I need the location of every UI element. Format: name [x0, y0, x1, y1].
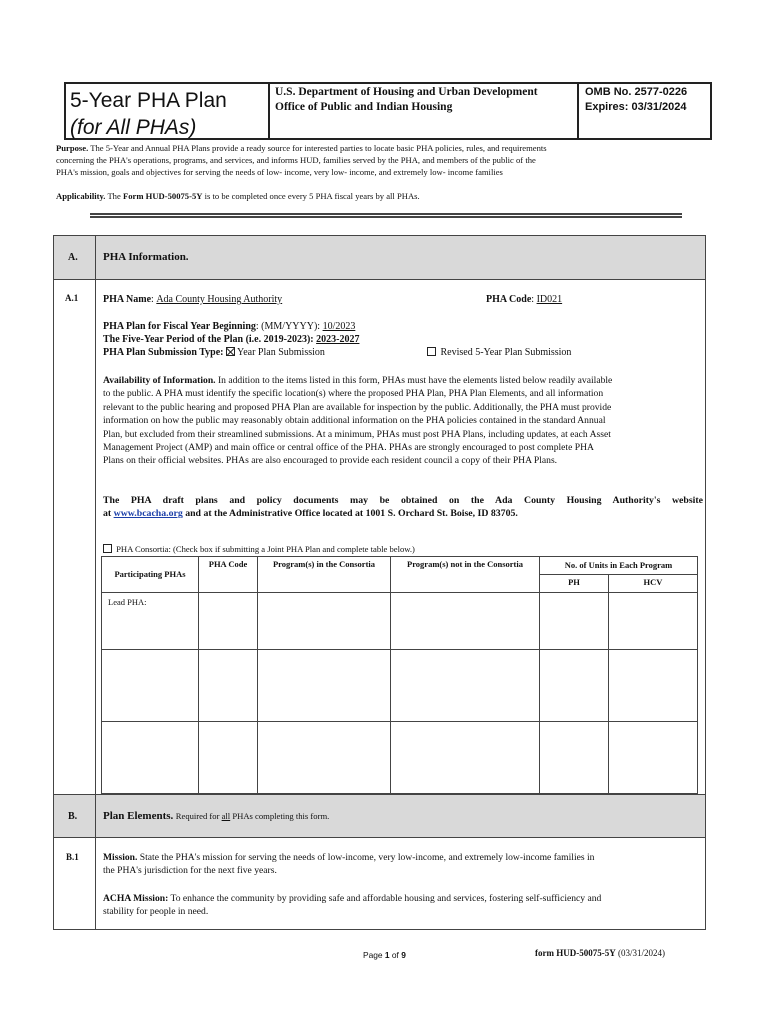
section-a-letter: A.: [68, 252, 78, 263]
table-cell[interactable]: [540, 593, 609, 650]
department-name: U.S. Department of Housing and Urban Development: [275, 86, 538, 98]
availability-text: information on how the public may reasonably obtain additional information on the PHA policies contained in the standard Annual: [103, 415, 606, 427]
fiscal-year-label: PHA Plan for Fiscal Year Beginning: [103, 321, 256, 332]
section-b-note: Required for: [175, 811, 220, 821]
table-cell[interactable]: [391, 650, 540, 722]
col-pha-code: PHA Code: [199, 557, 258, 593]
mission-text: the PHA's jurisdiction for the next five years.: [103, 865, 277, 877]
header-divider: [577, 82, 579, 140]
purpose-text: The 5-Year and Annual PHA Plans provide a ready source for interested parties to locate basic PHA policies, rules, and requirements: [90, 143, 547, 153]
table-cell[interactable]: [609, 722, 698, 794]
expiration-date: Expires: 03/31/2024: [585, 101, 687, 113]
pha-code-label: PHA Code: [486, 294, 532, 305]
purpose-paragraph: [56, 142, 716, 178]
availability-text: Plan, but excluded from their streamlined submissions. At a minimum, PHAs must post PHA Plans, including updates, at each Asset: [103, 428, 611, 440]
acha-mission-label: ACHA Mission:: [103, 893, 169, 904]
item-b1-label: B.1: [66, 852, 79, 862]
section-b-title: Plan Elements.: [103, 810, 174, 822]
availability-text: Management Project (AMP) and main office or central office of the PHA. PHAs are strongly encouraged to post complete PHA: [103, 442, 594, 454]
purpose-label: Purpose.: [56, 143, 89, 153]
form-title: [70, 87, 227, 141]
table-cell[interactable]: [199, 650, 258, 722]
divider: [90, 213, 682, 215]
table-row: [102, 650, 698, 722]
col-ph: PH: [540, 575, 609, 593]
pha-code-row: PHA Code: ID021: [486, 294, 563, 305]
availability-label: Availability of Information.: [103, 375, 216, 386]
consortia-row: [103, 543, 415, 555]
form-footer-id: form HUD-50075-5Y: [535, 948, 616, 958]
availability-paragraph: [103, 374, 703, 468]
acha-mission-paragraph: [103, 892, 703, 919]
page-label: Page: [363, 950, 383, 960]
form-footer-date: (03/31/2024): [617, 948, 665, 958]
table-cell[interactable]: [540, 722, 609, 794]
page-of: of: [391, 950, 399, 960]
applicability-label: Applicability.: [56, 191, 106, 201]
header-divider: [268, 82, 270, 140]
table-cell[interactable]: [609, 650, 698, 722]
item-a1-label: A.1: [65, 293, 79, 303]
fiscal-year-format: (MM/YYYY):: [261, 321, 321, 332]
table-cell[interactable]: [258, 650, 391, 722]
table-cell[interactable]: [258, 593, 391, 650]
submission-option-5year: Year Plan Submission: [237, 347, 325, 358]
table-cell[interactable]: [391, 593, 540, 650]
applicability-text: is to be completed once every 5 PHA fiscal years by all PHAs.: [204, 191, 420, 201]
table-cell[interactable]: [391, 722, 540, 794]
table-cell[interactable]: [102, 650, 199, 722]
pha-code-field[interactable]: ID021: [536, 294, 563, 305]
plan-period-field[interactable]: 2023-2027: [316, 334, 360, 345]
form-number: Form HUD-50075-5Y: [122, 191, 203, 201]
draft-plans-paragraph: [103, 494, 703, 521]
draft-plans-text: and at the Administrative Office located at 1001 S. Orchard St. Boise, ID 83705.: [185, 508, 518, 520]
mission-text: State the PHA's mission for serving the needs of low-income, very low-income, and extremely low-income families in: [139, 852, 595, 863]
office-name: Office of Public and Indian Housing: [275, 101, 453, 113]
checkbox-icon[interactable]: [427, 347, 436, 356]
pha-name-label: PHA Name: [103, 294, 152, 305]
availability-text: Plans on their official websites. PHAs are also encouraged to provide each resident council a copy of their PHA Plans.: [103, 455, 558, 467]
mission-label: Mission.: [103, 852, 138, 863]
checkbox-checked-icon[interactable]: [226, 347, 235, 356]
omb-block: [585, 85, 687, 115]
website-link[interactable]: www.bcacha.org: [113, 508, 183, 520]
pha-name-field[interactable]: Ada County Housing Authority: [156, 294, 283, 305]
draft-plans-text: at: [103, 508, 112, 520]
applicability-paragraph: [56, 190, 420, 202]
column-divider: [95, 235, 96, 930]
col-participating-phas: Participating PHAs: [102, 557, 199, 593]
consortia-table: [101, 556, 698, 794]
acha-mission-text: To enhance the community by providing safe and affordable housing and services, fostering self-sufficiency and: [170, 893, 602, 904]
page-current: 1: [384, 950, 390, 960]
col-programs-in: Program(s) in the Consortia: [258, 557, 391, 593]
applicability-text: The: [107, 191, 121, 201]
pha-name-row: PHA Name: Ada County Housing Authority: [103, 293, 466, 306]
plan-period-label: The Five-Year Period of the Plan (i.e. 2019-2023):: [103, 334, 314, 345]
form-title-line2: (for All PHAs): [70, 116, 197, 139]
purpose-text: concerning the PHA's operations, programs, and services, and informs HUD, families served by the PHA, and members of the public of the: [56, 155, 536, 165]
table-row: [102, 722, 698, 794]
col-units: No. of Units in Each Program: [540, 557, 698, 575]
acha-mission-text: stability for people in need.: [103, 906, 209, 918]
checkbox-icon[interactable]: [103, 544, 112, 553]
section-b-note: PHAs completing this form.: [232, 811, 330, 821]
fiscal-year-row: PHA Plan for Fiscal Year Beginning: (MM/YYYY): 10/2023: [103, 321, 356, 332]
consortia-label: PHA Consortia: (Check box if submitting a Joint PHA Plan and complete table below.): [116, 544, 415, 554]
submission-type-row: [103, 346, 325, 359]
table-cell[interactable]: [609, 593, 698, 650]
table-cell[interactable]: [199, 722, 258, 794]
submission-option-revised: Revised 5-Year Plan Submission: [440, 347, 572, 358]
submission-type-label: PHA Plan Submission Type:: [103, 347, 224, 358]
table-cell[interactable]: [258, 722, 391, 794]
col-programs-not-in: Program(s) not in the Consortia: [391, 557, 540, 593]
availability-text: relevant to the public hearing and proposed PHA Plan are available for inspection by the public. Additionally, the PHA must provide: [103, 401, 612, 413]
lead-pha-cell[interactable]: Lead PHA:: [102, 593, 199, 650]
page-total: 9: [401, 950, 406, 960]
table-cell[interactable]: [199, 593, 258, 650]
form-footer: [535, 948, 665, 958]
availability-text: In addition to the items listed in this form, PHAs must have the elements listed below readily available: [217, 375, 613, 386]
plan-period-row: [103, 333, 359, 346]
table-row: [102, 593, 698, 650]
availability-text: to the public. A PHA must identify the specific location(s) where the proposed PHA Plan, PHA Plan Elements, and all information: [103, 388, 604, 400]
form-title-line1: 5-Year PHA Plan: [70, 89, 227, 112]
table-cell[interactable]: [102, 722, 199, 794]
section-a-title: PHA Information.: [103, 251, 189, 263]
draft-plans-text: The PHA draft plans and policy documents may be obtained on the Ada County Housing Authority's website: [103, 495, 703, 506]
page-number: [363, 950, 406, 960]
section-b-note: all: [221, 811, 231, 821]
department-block: [275, 85, 538, 115]
fiscal-year-field[interactable]: 10/2023: [322, 321, 356, 332]
mission-paragraph: [103, 851, 703, 878]
omb-number: OMB No. 2577-0226: [585, 86, 688, 98]
section-b-title-row: [103, 810, 329, 823]
col-hcv: HCV: [609, 575, 698, 593]
divider: [90, 216, 682, 218]
purpose-text: PHA's mission, goals and objectives for serving the needs of low- income, very low- income, and extremely low- income families: [56, 167, 503, 177]
table-cell[interactable]: [540, 650, 609, 722]
revised-submission-row: [427, 346, 571, 359]
section-b-letter: B.: [68, 811, 78, 822]
